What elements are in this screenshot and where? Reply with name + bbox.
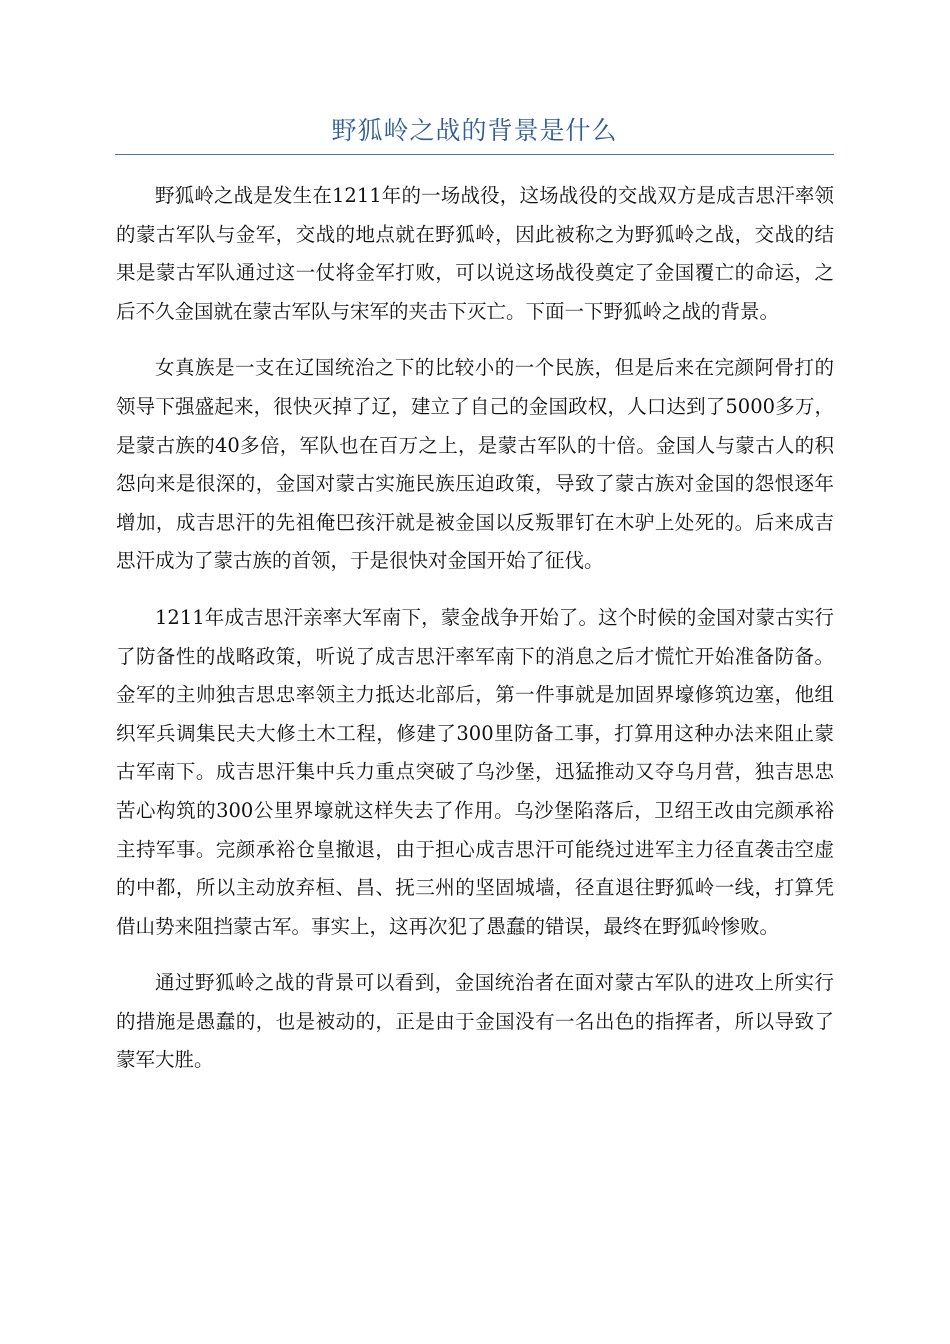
- paragraph-3: 1211年成吉思汗亲率大军南下，蒙金战争开始了。这个时候的金国对蒙古实行了防备性的战略政策，听说了成吉思汗率军南下的消息之后才慌忙开始准备防备。金军的主帅独吉思忠率领主力抵达北部后，第一件事就是加固界壕修筑边塞，他组织军兵调集民夫大修土木工程，修建了300里防备工事，打算用这种办法来阻止蒙古军南下。成吉思汗集中兵力重点突破了乌沙堡，迅猛推动又夺乌月营，独吉思忠苦心构筑的300公里界壕就这样失去了作用。乌沙堡陷落后，卫绍王改由完颜承裕主持军事。完颜承裕仓皇撤退，由于担心成吉思汗可能绕过进军主力径直袭击空虚的中都，所以主动放弃桓、昌、抚三州的坚固城墙，径直退往野狐岭一线，打算凭借山势来阻挡蒙古军。事实上，这再次犯了愚蠢的错误，最终在野狐岭惨败。: [116, 605, 834, 938]
- paragraph-4: 通过野狐岭之战的背景可以看到，金国统治者在面对蒙古军队的进攻上所实行的措施是愚蠢的，也是被动的，正是由于金国没有一名出色的指挥者，所以导致了蒙军大胜。: [116, 971, 834, 1072]
- title-underline: [115, 154, 834, 155]
- paragraph-1: 野狐岭之战是发生在1211年的一场战役，这场战役的交战双方是成吉思汗率领的蒙古军队与金军，交战的地点就在野狐岭，因此被称之为野狐岭之战，交战的结果是蒙古军队通过这一仗将金军打败，可以说这场战役奠定了金国覆亡的命运，之后不久金国就在蒙古军队与宋军的夹击下灭亡。下面一下野狐岭之战的背景。: [116, 184, 834, 323]
- document-body: [116, 177, 834, 1098]
- paragraph-2: 女真族是一支在辽国统治之下的比较小的一个民族，但是后来在完颜阿骨打的领导下强盛起来，很快灭掉了辽，建立了自己的金国政权，人口达到了5000多万，是蒙古族的40多倍，军队也在百万之上，是蒙古军队的十倍。金国人与蒙古人的积怨向来是很深的，金国对蒙古实施民族压迫政策，导致了蒙古族对金国的怨恨逐年增加，成吉思汗的先祖俺巴孩汗就是被金国以反叛罪钉在木驴上处死的。后来成吉思汗成为了蒙古族的首领，于是很快对金国开始了征伐。: [116, 356, 834, 573]
- document-title: 野狐岭之战的背景是什么: [331, 116, 618, 145]
